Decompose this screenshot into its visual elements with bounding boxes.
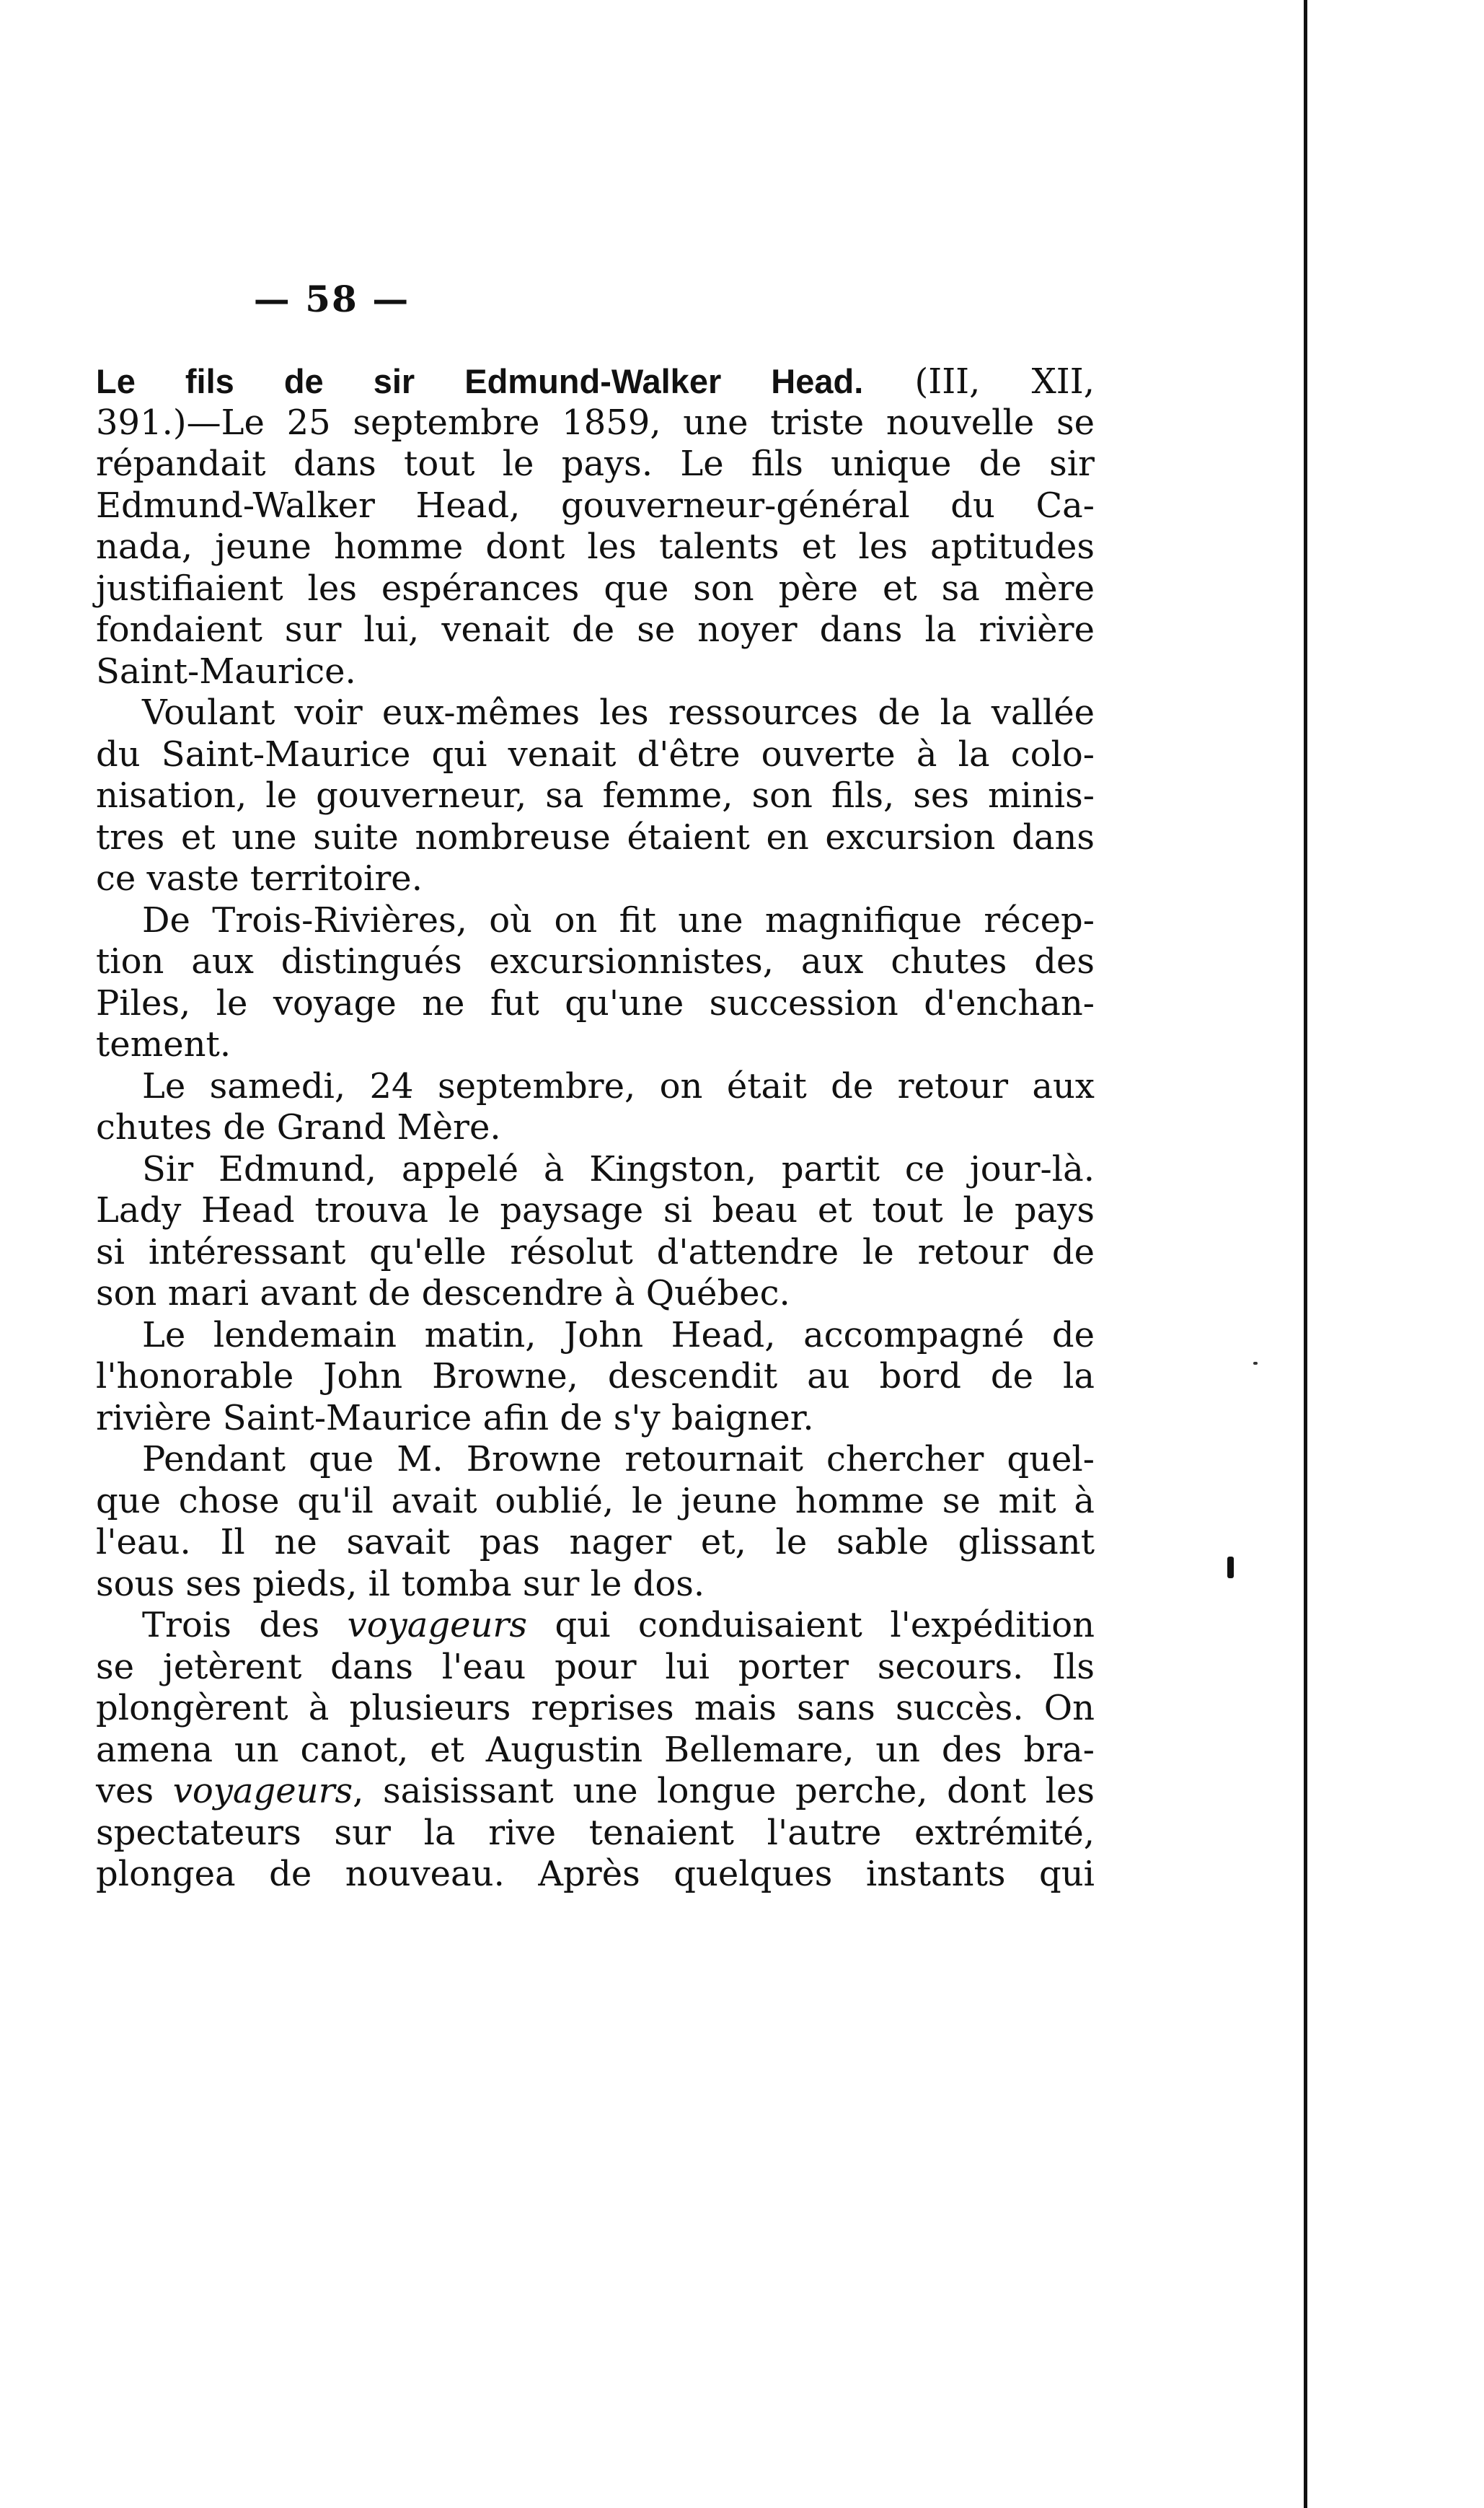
article-reference: (III, XII, (914, 361, 1095, 402)
heading-line (96, 361, 1095, 402)
text-fragment: Trois des (142, 1605, 348, 1645)
text-line: Edmund-Walker Head, gouverneur-général du Ca- (96, 485, 1095, 526)
ink-speck (1253, 1362, 1258, 1365)
text-line: Saint-Maurice. (96, 651, 356, 692)
text-line: tement. (96, 1024, 231, 1065)
text-line: plongèrent à plusieurs reprises mais sans succès. On (96, 1688, 1095, 1728)
text-line: Lady Head trouva le paysage si beau et tout le pays (96, 1190, 1095, 1231)
text-line: plongea de nouveau. Après quelques instants qui (96, 1854, 1095, 1894)
italic-word: voyageurs (347, 1605, 527, 1645)
article-body (96, 361, 1095, 1896)
text-line: du Saint-Maurice qui venait d'être ouverte à la colo- (96, 734, 1095, 775)
text-line: l'eau. Il ne savait pas nager et, le sable glissant (96, 1522, 1095, 1562)
text-line: Pendant que M. Browne retournait chercher quel- (142, 1439, 1095, 1479)
text-line: son mari avant de descendre à Québec. (96, 1273, 790, 1314)
text-fragment: , saisissant une longue perche, dont les (353, 1771, 1095, 1811)
text-line: De Trois-Rivières, où on fit une magnifique récep- (142, 899, 1095, 941)
text-line: tres et une suite nombreuse étaient en excursion dans (96, 817, 1095, 858)
text-line: que chose qu'il avait oublié, le jeune homme se mit à (96, 1480, 1095, 1521)
margin-ink-mark (1227, 1557, 1234, 1578)
text-line: l'honorable John Browne, descendit au bord de la (96, 1356, 1095, 1396)
text-line: se jetèrent dans l'eau pour lui porter secours. Ils (96, 1646, 1095, 1687)
text-fragment: qui conduisaient l'expédition (526, 1605, 1095, 1645)
text-line: répandait dans tout le pays. Le fils unique de sir (96, 444, 1095, 484)
text-line: nada, jeune homme dont les talents et les aptitudes (96, 527, 1095, 567)
text-line: spectateurs sur la rive tenaient l'autre extrémité, (96, 1812, 1095, 1853)
text-line (96, 1605, 1095, 1647)
text-line: Voulant voir eux-mêmes les ressources de la vallée (142, 692, 1095, 733)
text-line: sous ses pieds, il tomba sur le dos. (96, 1563, 705, 1604)
text-line: amena un canot, et Augustin Bellemare, un des bra- (96, 1729, 1095, 1770)
text-fragment: ves (96, 1771, 173, 1811)
article-title: Le fils de sir Edmund-Walker Head. (96, 362, 864, 400)
text-line: Sir Edmund, appelé à Kingston, partit ce jour-là. (142, 1148, 1095, 1189)
text-line (96, 1771, 1095, 1813)
page-number: — 58 — (253, 278, 410, 320)
text-line: fondaient sur lui, venait de se noyer dans la rivière (96, 610, 1095, 650)
text-line: Le lendemain matin, John Head, accompagné de (142, 1314, 1095, 1355)
text-line: ce vaste territoire. (96, 858, 423, 899)
text-line: Piles, le voyage ne fut qu'une succession d'enchan- (96, 982, 1095, 1024)
text-line: rivière Saint-Maurice afin de s'y baigner. (96, 1397, 814, 1438)
page-edge-rule (1304, 0, 1307, 2508)
text-line: si intéressant qu'elle résolut d'attendre le retour de (96, 1231, 1095, 1272)
italic-word: voyageurs (172, 1771, 353, 1811)
text-line: nisation, le gouverneur, sa femme, son fils, ses minis- (96, 775, 1095, 816)
text-line: tion aux distingués excursionnistes, aux chutes des (96, 941, 1095, 982)
text-line: justifiaient les espérances que son père et sa mère (96, 568, 1095, 609)
text-line: 391.)—Le 25 septembre 1859, une triste nouvelle se (96, 402, 1095, 443)
text-line: chutes de Grand Mère. (96, 1107, 501, 1148)
text-line: Le samedi, 24 septembre, on était de retour aux (142, 1065, 1095, 1106)
